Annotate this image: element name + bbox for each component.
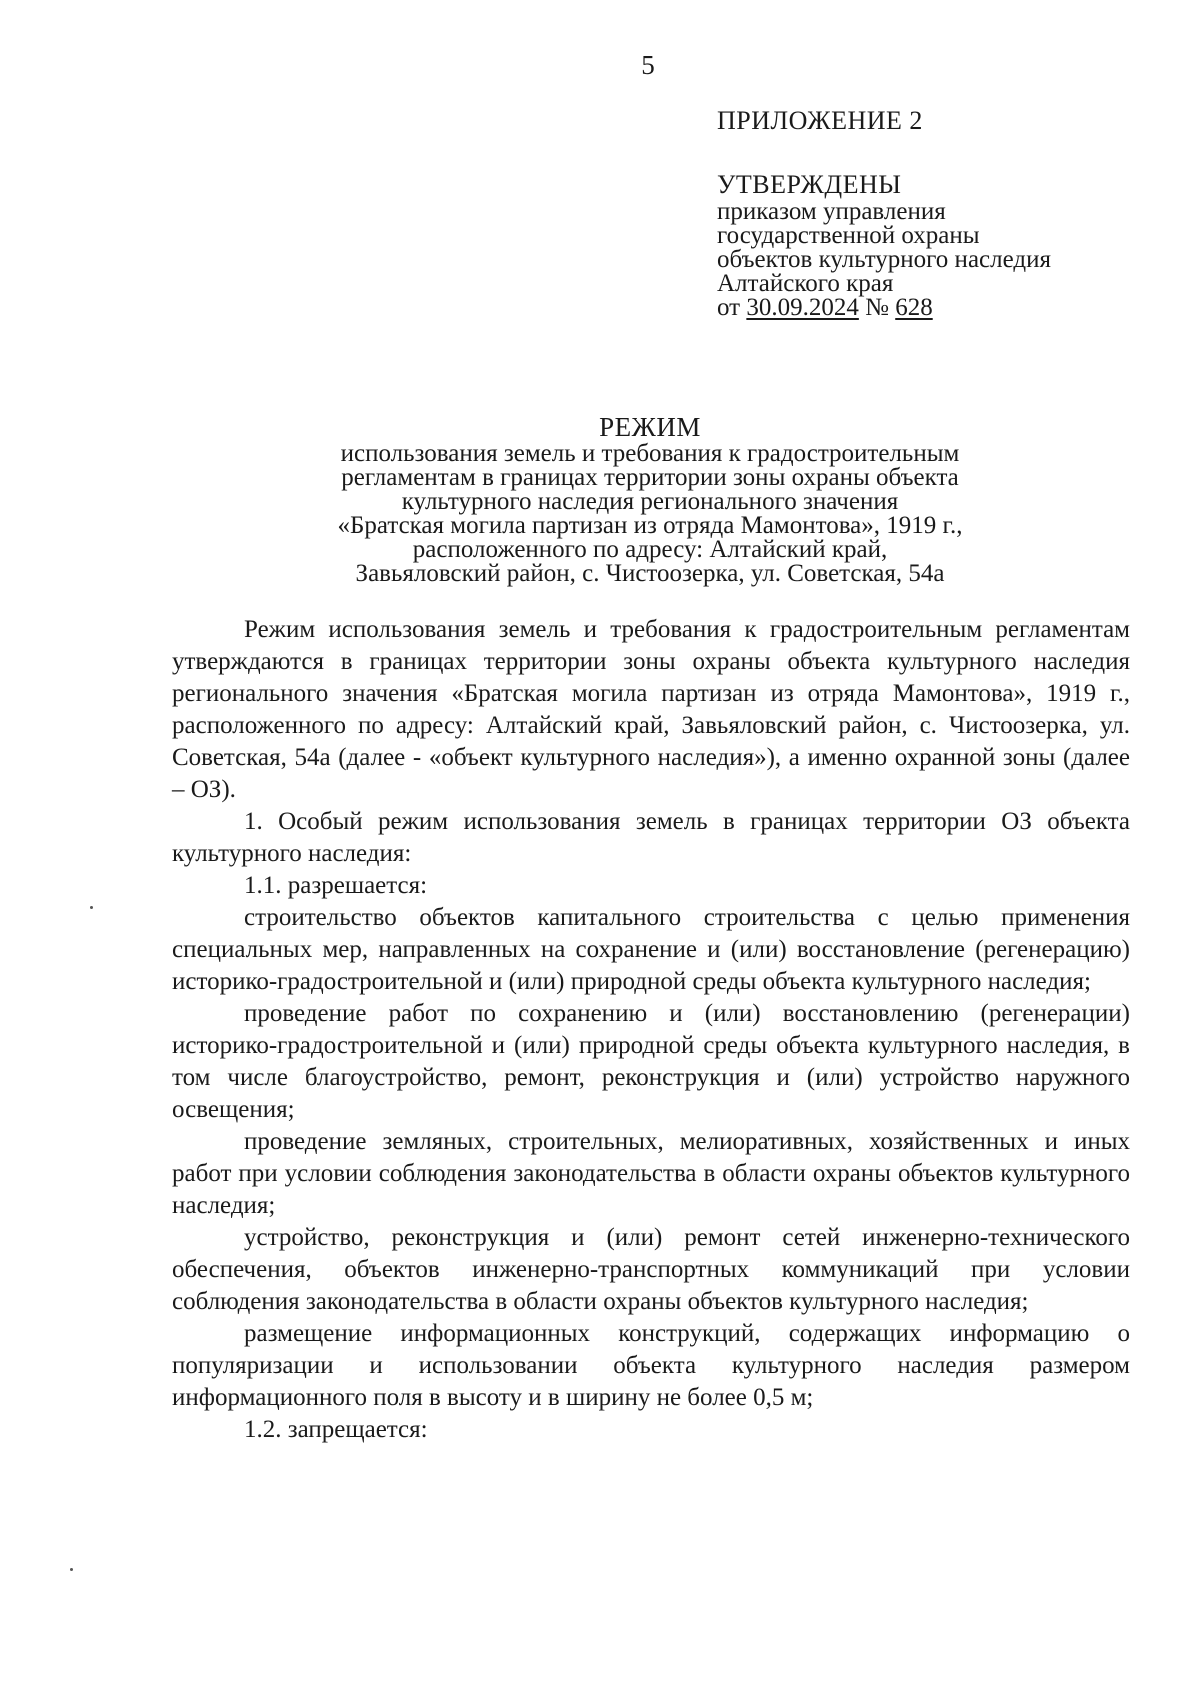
- allowed-item: устройство, реконструкция и (или) ремонт сетей инженерно-технического обеспечения, объектов инженерно-транспортных коммуникаций при условии соблюдения законодательства в области охраны объектов культурного наследия;: [172, 1224, 1130, 1315]
- allowed-item: размещение информационных конструкций, содержащих информацию о популяризации и использовании объекта культурного наследия размером информационного поля в высоту и в ширину не более 0,5 м;: [172, 1320, 1130, 1411]
- approval-line: Алтайского края: [717, 270, 894, 297]
- order-date: 30.09.2024: [746, 294, 859, 321]
- approval-line: объектов культурного наследия: [717, 246, 1051, 273]
- approval-line: приказом управления: [717, 198, 946, 225]
- order-prefix: от: [717, 294, 747, 321]
- approval-title: УТВЕРЖДЕНЫ: [717, 170, 902, 199]
- section-1-1-heading: 1.1. разрешается:: [244, 872, 428, 899]
- approval-block: [717, 170, 1157, 320]
- order-number-sign: №: [858, 294, 896, 321]
- document-body: [172, 614, 1130, 1446]
- approval-line: государственной охраны: [717, 222, 980, 249]
- allowed-item: проведение работ по сохранению и (или) восстановлению (регенерации) историко-градостроительной и (или) природной среды объекта культурного наследия, в том числе благоустройство, ремонт, реконструкция и (или) устройство наружного освещения;: [172, 1000, 1130, 1123]
- document-title: РЕЖИМ: [599, 412, 701, 442]
- document-subtitle-line: Завьяловский район, с. Чистоозерка, ул. Советская, 54а: [355, 560, 945, 587]
- document-subtitle-line: «Братская могила партизан из отряда Мамонтова», 1919 г.,: [337, 512, 963, 539]
- scan-speck: [70, 1568, 73, 1571]
- document-subtitle-line: использования земель и требования к градостроительным: [340, 440, 960, 467]
- document-title-block: [170, 412, 1130, 586]
- intro-paragraph: Режим использования земель и требования к градостроительным регламентам утверждаются в границах территории зоны охраны объекта культурного наследия регионального значения «Братская могила партизан из отряда Мамонтова», 1919 г., расположенного по адресу: Алтайский край, Завьяловский район, с. Чистоозерка, ул. Советская, 54а (далее - «объект культурного наследия»), а именно охранной зоны (далее – ОЗ).: [172, 616, 1130, 803]
- allowed-item: проведение земляных, строительных, мелиоративных, хозяйственных и иных работ при условии соблюдения законодательства в области охраны объектов культурного наследия;: [172, 1128, 1130, 1219]
- page-number: 5: [641, 50, 655, 80]
- scan-speck: [90, 906, 93, 909]
- section-1-2-heading: 1.2. запрещается:: [244, 1416, 428, 1443]
- document-subtitle-line: культурного наследия регионального значения: [401, 488, 899, 515]
- order-reference: [717, 296, 1157, 320]
- section-1-paragraph: 1. Особый режим использования земель в границах территории ОЗ объекта культурного наследия:: [172, 808, 1130, 867]
- document-subtitle-line: регламентам в границах территории зоны охраны объекта: [341, 464, 959, 491]
- order-number: 628: [895, 294, 933, 321]
- annex-heading: ПРИЛОЖЕНИЕ 2: [717, 106, 923, 135]
- document-subtitle-line: расположенного по адресу: Алтайский край,: [412, 536, 888, 563]
- allowed-item: строительство объектов капитального строительства с целью применения специальных мер, направленных на сохранение и (или) восстановление (регенерацию) историко-градостроительной и (или) природной среды объекта культурного наследия;: [172, 904, 1130, 995]
